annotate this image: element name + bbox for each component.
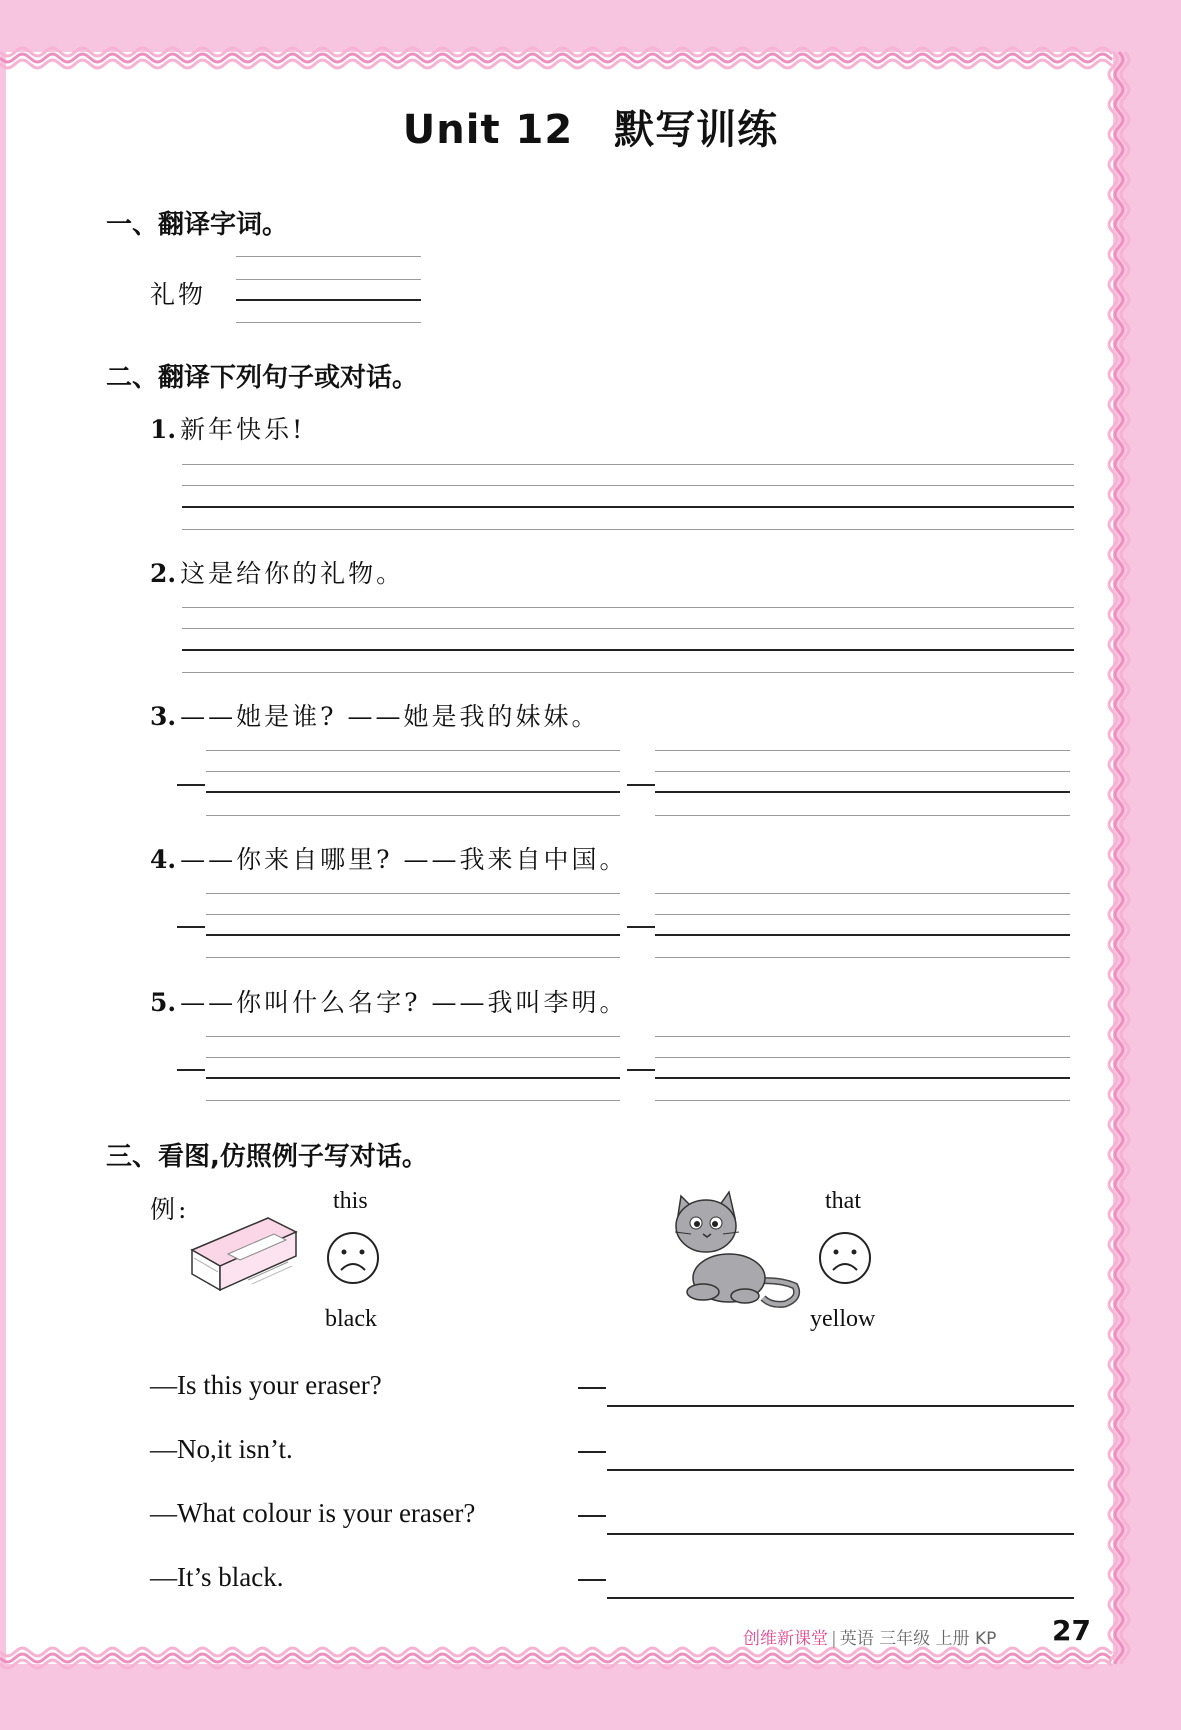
writing-line[interactable] [182, 649, 1074, 651]
writing-line[interactable] [655, 934, 1070, 936]
question-number: 1. [150, 415, 177, 444]
writing-line[interactable] [236, 322, 421, 323]
question-text: ——你来自哪里? ——我来自中国。 [180, 845, 628, 874]
writing-line[interactable] [655, 893, 1070, 894]
writing-line[interactable] [206, 914, 620, 915]
writing-line[interactable] [655, 771, 1070, 772]
writing-line[interactable] [182, 672, 1074, 673]
example-right-colour: yellow [810, 1306, 876, 1332]
writing-line[interactable] [206, 771, 620, 772]
eraser-image [188, 1210, 300, 1300]
writing-line[interactable] [655, 1077, 1070, 1079]
writing-line[interactable] [236, 299, 421, 301]
writing-line[interactable] [206, 1100, 620, 1101]
example-label: 例: [150, 1195, 190, 1224]
writing-line[interactable] [206, 1036, 620, 1037]
footer [743, 1624, 996, 1649]
writing-line[interactable] [655, 1036, 1070, 1037]
writing-line[interactable] [206, 1057, 620, 1058]
example-left-pronoun: this [333, 1188, 368, 1214]
writing-line[interactable] [655, 914, 1070, 915]
writing-line[interactable] [206, 934, 620, 936]
dialogue-line-3: —What colour is your eraser? [150, 1498, 476, 1528]
writing-line[interactable] [206, 750, 620, 751]
dash-mark [627, 926, 655, 928]
writing-line[interactable] [655, 1100, 1070, 1101]
question-5 [150, 983, 627, 1019]
writing-line[interactable] [206, 893, 620, 894]
writing-line[interactable] [182, 529, 1074, 530]
section1-heading: 一、翻译字词。 [106, 210, 289, 240]
writing-line[interactable] [206, 815, 620, 816]
dash-mark [578, 1579, 606, 1581]
dash-mark [177, 1069, 205, 1071]
question-3 [150, 697, 599, 733]
question-text: ——她是谁? ——她是我的妹妹。 [180, 702, 600, 731]
example-left-colour: black [325, 1306, 377, 1332]
footer-info: 英语 三年级 上册 KP [839, 1629, 997, 1649]
writing-line[interactable] [182, 506, 1074, 508]
writing-line[interactable] [206, 1077, 620, 1079]
section3-heading: 三、看图,仿照例子写对话。 [106, 1142, 428, 1172]
question-number: 3. [150, 702, 177, 731]
question-number: 5. [150, 988, 177, 1017]
writing-line[interactable] [655, 1057, 1070, 1058]
writing-line[interactable] [182, 485, 1074, 486]
writing-line[interactable] [236, 256, 421, 257]
writing-line[interactable] [655, 750, 1070, 751]
writing-line[interactable] [206, 791, 620, 793]
dialogue-line-2: —No,it isn’t. [150, 1434, 293, 1464]
example-right-pronoun: that [825, 1188, 861, 1214]
writing-line[interactable] [236, 279, 421, 280]
dialogue-line-4: —It’s black. [150, 1562, 284, 1592]
question-number: 2. [150, 559, 177, 588]
dash-mark [578, 1451, 606, 1453]
section2-heading: 二、翻译下列句子或对话。 [106, 363, 419, 393]
sad-face-icon [325, 1230, 381, 1286]
writing-line[interactable] [182, 628, 1074, 629]
dash-mark [627, 784, 655, 786]
question-number: 4. [150, 845, 177, 874]
answer-line[interactable] [607, 1405, 1074, 1407]
page-number: 27 [1052, 1614, 1091, 1647]
dash-mark [578, 1515, 606, 1517]
dash-mark [177, 926, 205, 928]
question-4 [150, 840, 627, 876]
dialogue-line-1: —Is this your eraser? [150, 1370, 382, 1400]
question-text: 这是给你的礼物。 [180, 559, 405, 588]
writing-line[interactable] [182, 464, 1074, 465]
question-text: 新年快乐! [180, 415, 306, 444]
answer-line[interactable] [607, 1597, 1074, 1599]
writing-line[interactable] [182, 607, 1074, 608]
sad-face-icon [817, 1230, 873, 1286]
footer-separator: | [831, 1629, 837, 1649]
writing-line[interactable] [655, 815, 1070, 816]
question-1 [150, 410, 305, 446]
section1-word: 礼物 [150, 280, 207, 309]
dash-mark [627, 1069, 655, 1071]
question-text: ——你叫什么名字? ——我叫李明。 [180, 988, 628, 1017]
writing-line[interactable] [206, 957, 620, 958]
dash-mark [177, 784, 205, 786]
question-2 [150, 554, 404, 590]
page-title: Unit 12 默写训练 [402, 107, 779, 153]
answer-line[interactable] [607, 1469, 1074, 1471]
writing-line[interactable] [655, 791, 1070, 793]
writing-line[interactable] [655, 957, 1070, 958]
dash-mark [578, 1387, 606, 1389]
cat-image [667, 1186, 803, 1312]
footer-brand: 创维新课堂 [743, 1629, 828, 1649]
answer-line[interactable] [607, 1533, 1074, 1535]
